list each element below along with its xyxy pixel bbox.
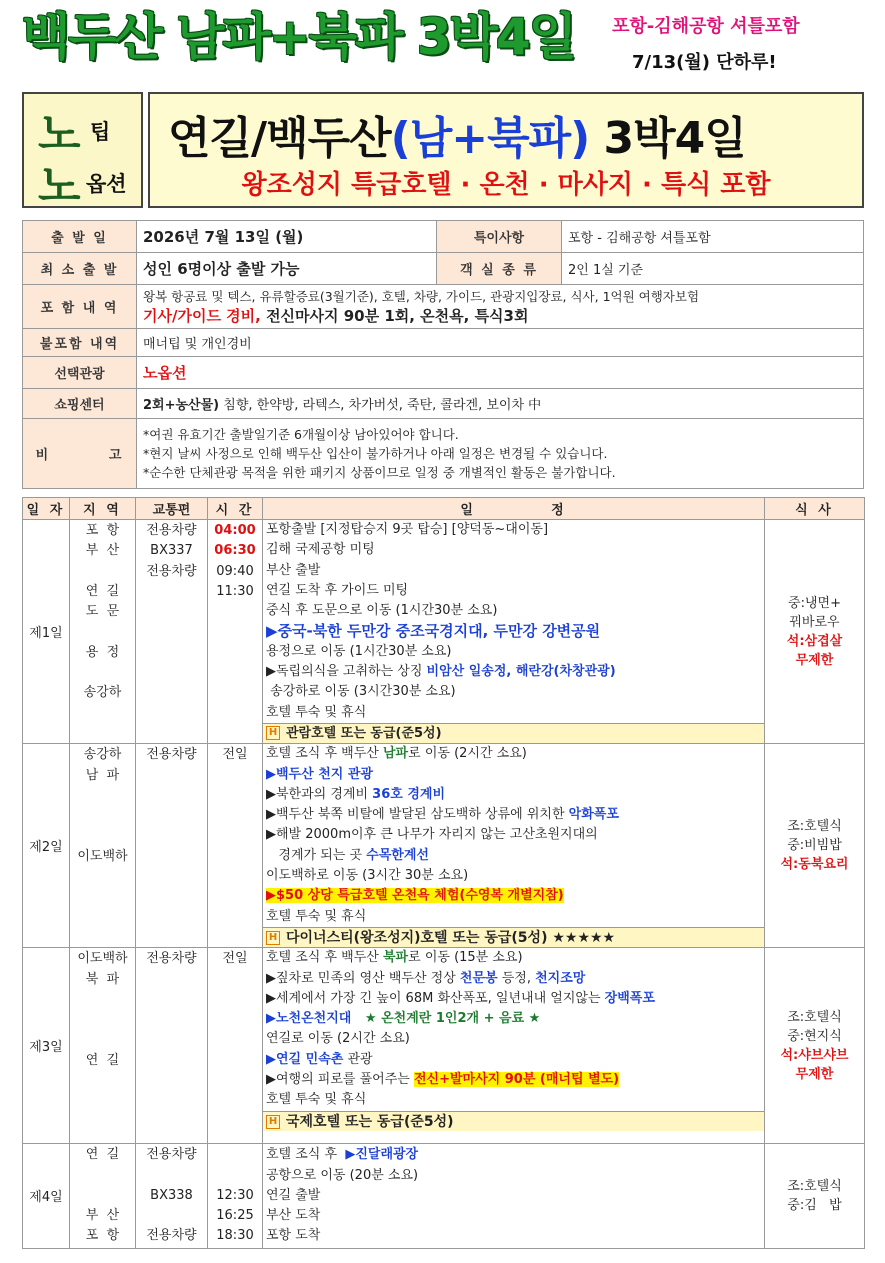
itinerary-item: ▶독립의식을 고취하는 상징 xyxy=(266,664,427,680)
itinerary-item: 연길 도착 후 가이드 미팅 xyxy=(266,582,409,598)
nooption-suffix: 옵션 xyxy=(86,172,127,196)
schedule-table xyxy=(22,497,865,1249)
region: 송강하 xyxy=(83,747,122,763)
note-value xyxy=(137,419,864,489)
option-value: 노옵션 xyxy=(137,357,864,389)
depart-value: 2026년 7월 13일 (월) xyxy=(137,221,437,253)
shop-label: 쇼핑센터 xyxy=(23,389,137,419)
hotel-name: 국제호텔 또는 동급(준5성) xyxy=(286,1113,454,1130)
hotel-icon: H xyxy=(266,931,280,945)
day3-times xyxy=(208,948,263,1144)
itinerary-item: ▶백두산 천지 관광 xyxy=(266,766,373,782)
header-transport: 교통편 xyxy=(136,498,208,520)
day2-itinerary xyxy=(263,744,765,948)
meal: 조:호텔식 xyxy=(787,1009,842,1025)
itinerary-item: 등정, xyxy=(497,970,536,986)
itinerary-item: ▶해발 2000m이후 큰 나무가 자리지 않는 고산초원지대의 xyxy=(266,827,598,843)
itinerary-item: ▶짚차로 민족의 영산 백두산 정상 xyxy=(266,970,460,986)
day1-label: 제1일 xyxy=(23,520,70,744)
itinerary-highlight: ▶$50 상당 특급호텔 온천욕 체험(수영복 개별지참) xyxy=(266,888,564,904)
itinerary-item: ▶여행의 피로를 풀어주는 xyxy=(266,1072,414,1088)
note-line: *현지 날씨 사정으로 인해 백두산 입산이 불가하거나 아래 일정은 변경될 수 있습니다. xyxy=(143,446,608,461)
transport: 전용차량 xyxy=(146,563,197,579)
notip-suffix: 팁 xyxy=(90,120,111,144)
itinerary-item: ▶중국-북한 두만강 중조국경지대, 두만강 강변공원 xyxy=(266,622,601,641)
time: 04:00 xyxy=(214,523,256,538)
meal-special: 석:동북요리 xyxy=(780,857,849,873)
min-value: 성인 6명이상 출발 가능 xyxy=(137,253,437,285)
itinerary-item: 로 이동 (15분 소요) xyxy=(408,950,523,966)
meal: 조:호텔식 xyxy=(787,819,842,835)
itinerary-item: 부산 출발 xyxy=(266,562,321,578)
meal: 중:김 밥 xyxy=(787,1197,842,1213)
region: 용 정 xyxy=(85,644,120,660)
meal-special: 석:삼겹살 xyxy=(786,633,843,649)
day2-regions xyxy=(70,744,136,948)
special-label: 특이사항 xyxy=(437,221,562,253)
day1-row xyxy=(23,520,865,744)
itinerary-item: 포항출발 [지정탑승지 9곳 탑승] [양덕동~대이동] xyxy=(266,522,549,537)
day4-regions xyxy=(70,1144,136,1248)
itinerary-item: 호텔 투숙 및 휴식 xyxy=(266,908,367,924)
note-line: *순수한 단체관광 목적을 위한 패키지 상품이므로 일정 중 개별적인 활동은 불가합니다. xyxy=(143,465,616,480)
transport: BX338 xyxy=(150,1187,193,1203)
itinerary-item: 용정으로 이동 (1시간30분 소요) xyxy=(266,643,452,659)
excl-value: 매너팁 및 개인경비 xyxy=(137,329,864,357)
region: 포 항 xyxy=(85,1228,120,1244)
transport: BX337 xyxy=(150,543,193,559)
day2-label: 제2일 xyxy=(23,744,70,948)
day3-transport xyxy=(136,948,208,1144)
transport: 전용차량 xyxy=(146,1228,197,1244)
itinerary-item: 경계가 되는 곳 xyxy=(266,847,367,863)
incl-red: 기사/가이드 경비, xyxy=(143,307,261,325)
shuttle-note: 포항-김해공항 셔틀포함 xyxy=(612,16,800,37)
hotel-icon: H xyxy=(266,726,280,740)
nooption-char: 노 xyxy=(38,161,81,212)
day3-itinerary xyxy=(263,948,765,1144)
day1-itinerary xyxy=(263,520,765,744)
shop-items: 침향, 한약방, 라텍스, 차가버섯, 죽탄, 콜라겐, 보이차 中 xyxy=(219,398,542,413)
no-tip-no-option-badge xyxy=(22,92,143,212)
day4-times xyxy=(208,1144,263,1248)
day4-itinerary xyxy=(263,1144,765,1248)
itinerary-item: 이도백하로 이동 (3시간 30분 소요) xyxy=(266,868,469,884)
itinerary-highlight: 36호 경계비 xyxy=(372,786,446,802)
main-title xyxy=(168,102,746,166)
meal: 중:냉면+ xyxy=(788,595,841,611)
itinerary-highlight: 비암산 일송정, 해란강(차창관광) xyxy=(426,664,616,680)
note-line: *여권 유효기간 출발일기준 6개월이상 남아있어야 합니다. xyxy=(143,427,459,442)
day4-row xyxy=(23,1144,865,1248)
day4-label: 제4일 xyxy=(23,1144,70,1248)
day2-meals xyxy=(765,744,865,948)
shop-count: 2회+농산물) xyxy=(143,398,220,413)
notip-char: 노 xyxy=(38,109,81,160)
itinerary-item: 호텔 조식 후 백두산 xyxy=(266,746,383,762)
excl-label: 불포함 내역 xyxy=(23,329,137,357)
day1-times xyxy=(208,520,263,744)
itinerary-item: 공항으로 이동 (20분 소요) xyxy=(266,1167,419,1183)
shop-value xyxy=(137,389,864,419)
itinerary-highlight: 악화폭포 xyxy=(568,807,619,823)
incl-bold: 전신마사지 90분 1회, 온천욕, 특식3회 xyxy=(260,307,529,325)
itinerary-item: 관광 xyxy=(343,1051,373,1067)
incl-value xyxy=(137,285,864,329)
itinerary-highlight: ▶연길 민속촌 xyxy=(266,1051,344,1067)
meal: 중:현지식 xyxy=(787,1028,842,1044)
itinerary-item: ▶세계에서 가장 긴 높이 68M 화산폭포, 일년내내 얼지않는 xyxy=(266,990,605,1006)
time: 11:30 xyxy=(216,583,254,599)
itinerary-item: 연길로 이동 (2시간 소요) xyxy=(266,1031,410,1047)
header-meal: 식 사 xyxy=(765,498,865,520)
day1-hotel xyxy=(263,723,764,743)
header-region: 지 역 xyxy=(70,498,136,520)
transport: 전용차량 xyxy=(146,747,197,763)
itinerary-item: 로 이동 (2시간 소요) xyxy=(408,746,527,762)
itinerary-highlight: 천지조망 xyxy=(535,970,586,986)
option-label: 선택관광 xyxy=(23,357,137,389)
room-label: 객 실 종 류 xyxy=(437,253,562,285)
min-label: 최 소 출 발 xyxy=(23,253,137,285)
day3-label: 제3일 xyxy=(23,948,70,1144)
region: 연 길 xyxy=(85,1147,120,1163)
itinerary-highlight: 북파 xyxy=(383,950,409,966)
region: 연 길 xyxy=(85,1052,120,1068)
itinerary-highlight: ▶노천온천지대 xyxy=(266,1011,352,1027)
time: 06:30 xyxy=(214,543,256,559)
time: 09:40 xyxy=(216,563,254,579)
itinerary-item: 중식 후 도문으로 이동 (1시간30분 소요) xyxy=(266,603,498,619)
region: 포 항 xyxy=(85,523,120,538)
day4-meals xyxy=(765,1144,865,1248)
day3-row xyxy=(23,948,865,1144)
itinerary-item: 호텔 조식 후 xyxy=(266,1147,346,1163)
time: 전일 xyxy=(222,951,248,967)
note-label: 비 고 xyxy=(23,419,137,489)
date-note: 7/13(월) 단하루! xyxy=(632,52,777,73)
day1-regions xyxy=(70,520,136,744)
itinerary-item: 송강하로 이동 (3시간30분 소요) xyxy=(266,684,456,700)
itinerary-highlight: ★ 온천계란 1인2개 + 음료 ★ xyxy=(351,1011,541,1027)
day2-times xyxy=(208,744,263,948)
meal: 꿔바로우 xyxy=(789,614,840,630)
region: 부 산 xyxy=(85,1208,120,1224)
hotel-name: 관람호텔 또는 동급(준5성) xyxy=(286,725,442,741)
time: 18:30 xyxy=(216,1228,254,1244)
itinerary-item: 호텔 투숙 및 휴식 xyxy=(266,704,367,720)
meal-special: 무제한 xyxy=(795,652,834,668)
banner-title: 백두산 남파+북파 3박4일 xyxy=(22,8,575,66)
region: 북 파 xyxy=(85,971,120,987)
title-part-b: (남+북파) xyxy=(390,113,590,164)
title-box xyxy=(148,92,864,208)
meal: 중:비빔밥 xyxy=(787,838,842,854)
header-itinerary: 일 정 xyxy=(263,498,765,520)
special-value: 포항 - 김해공항 셔틀포함 xyxy=(562,221,864,253)
depart-label: 출 발 일 xyxy=(23,221,137,253)
region: 도 문 xyxy=(85,604,120,620)
day3-meals xyxy=(765,948,865,1144)
itinerary-highlight: 천문봉 xyxy=(459,970,498,986)
time: 전일 xyxy=(222,747,248,763)
header-day: 일 자 xyxy=(23,498,70,520)
day2-transport xyxy=(136,744,208,948)
itinerary-item: ▶백두산 북쪽 비탈에 발달된 삼도백하 상류에 위치한 xyxy=(266,807,569,823)
day3-hotel xyxy=(263,1111,764,1131)
meal-special: 석:샤브샤브 xyxy=(780,1047,849,1063)
subtitle: 왕조성지 특급호텔 · 온천 · 마사지 · 특식 포함 xyxy=(241,170,771,200)
transport: 전용차량 xyxy=(146,951,197,967)
transport: 전용차량 xyxy=(146,1147,197,1163)
incl-line1: 왕복 항공료 및 텍스, 유류할증료(3월기준), 호텔, 차량, 가이드, 관광지입장료, 식사, 1억원 여행자보험 xyxy=(143,289,700,304)
meal-special: 무제한 xyxy=(795,1066,834,1082)
itinerary-item: 김해 국제공항 미팅 xyxy=(266,542,375,558)
hotel-name: 다이너스티(왕조성지)호텔 또는 동급(5성) ★★★★★ xyxy=(286,929,616,946)
header-time: 시 간 xyxy=(208,498,263,520)
itinerary-item: 포항 도착 xyxy=(266,1228,321,1244)
day2-row xyxy=(23,744,865,948)
itinerary-highlight: 수목한계선 xyxy=(366,847,429,863)
meal: 조:호텔식 xyxy=(787,1178,842,1194)
info-table xyxy=(22,220,864,489)
itinerary-item: ▶북한과의 경계비 xyxy=(266,786,373,802)
itinerary-item: 부산 도착 xyxy=(266,1208,321,1224)
region: 이도백하 xyxy=(77,951,128,967)
itinerary-highlight: ▶진달래광장 xyxy=(345,1147,419,1163)
region: 이도백하 xyxy=(77,848,128,864)
day3-regions xyxy=(70,948,136,1144)
itinerary-highlight: 전신+발마사지 90분 (매너팁 별도) xyxy=(413,1072,620,1088)
hotel-icon: H xyxy=(266,1115,280,1129)
room-value: 2인 1실 기준 xyxy=(562,253,864,285)
region: 송강하 xyxy=(83,685,122,701)
day1-transport xyxy=(136,520,208,744)
transport: 전용차량 xyxy=(146,523,197,538)
itinerary-item: 호텔 조식 후 백두산 xyxy=(266,950,383,966)
title-part-c: 3박4일 xyxy=(589,113,746,164)
itinerary-item: 연길 출발 xyxy=(266,1187,321,1203)
incl-label: 포 함 내 역 xyxy=(23,285,137,329)
itinerary-highlight: 남파 xyxy=(383,746,409,762)
region: 연 길 xyxy=(85,583,120,599)
day4-transport xyxy=(136,1144,208,1248)
region: 부 산 xyxy=(85,543,120,559)
day2-hotel xyxy=(263,927,764,947)
time: 16:25 xyxy=(216,1208,254,1224)
time: 12:30 xyxy=(216,1187,254,1203)
itinerary-highlight: 장백폭포 xyxy=(604,990,655,1006)
day1-meals xyxy=(765,520,865,744)
itinerary-item: 호텔 투숙 및 휴식 xyxy=(266,1092,367,1108)
title-part-a: 연길/백두산 xyxy=(168,113,391,164)
region: 남 파 xyxy=(85,767,120,783)
